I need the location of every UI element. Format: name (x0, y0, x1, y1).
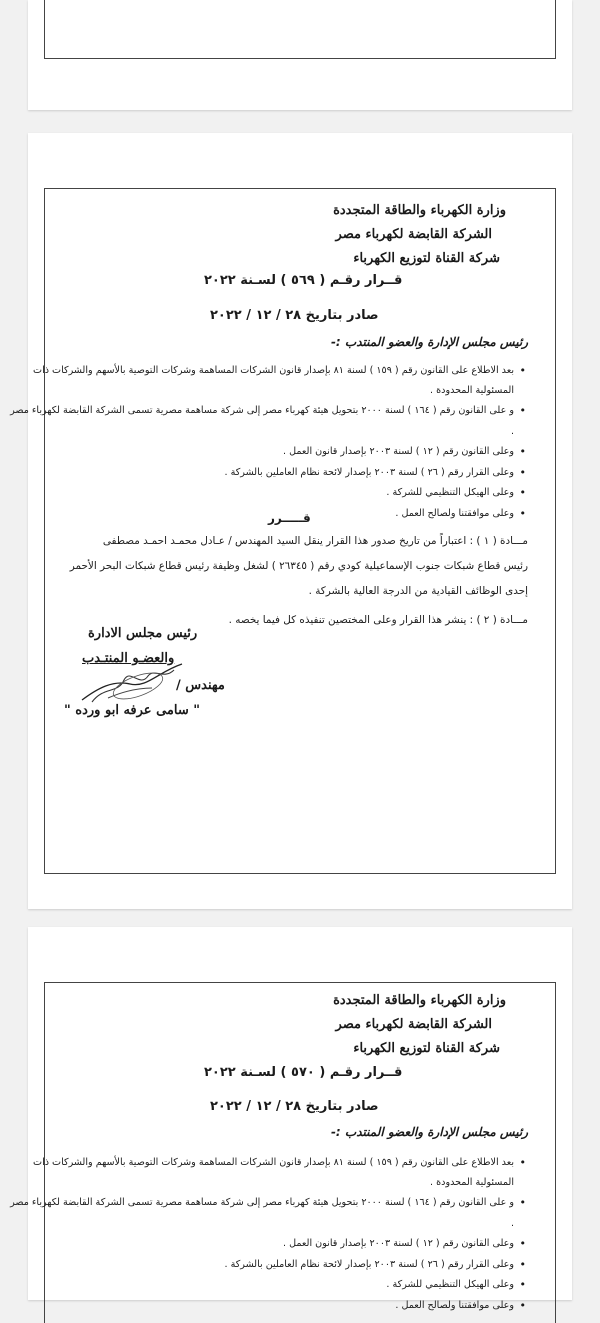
signatory-name: " سامى عرفه ابو ورده " (64, 703, 201, 718)
recital-item: • و على القانون رقم ( ١٦٤ ) لسنة ٢٠٠٠ بتحويل هيئة كهرباء مصر إلى شركة مساهمة مصرية تسمى الشركة القابضة لكهرباء مصر . (8, 401, 528, 442)
signature-title-1: رئيس مجلس الادارة (88, 626, 198, 641)
addressee-line: رئيس مجلس الإدارة والعضو المنتدب :- (330, 335, 528, 349)
article-1-line: رئيس قطاع شبكات جنوب الإسماعيلية كودي رقم ( ٢٦٣٤٥ ) لشغل وظيفة رئيس قطاع شبكات البحر الأحمر (69, 560, 528, 572)
recitals-list (8, 361, 528, 525)
decision-page-570 (10, 927, 572, 1311)
decision-number: قــرار رقـم ( ٥٦٩ ) لسـنة ٢٠٢٢ (204, 273, 403, 288)
decides-heading: قـــــرر (268, 511, 311, 525)
article-1-line: مـــادة ( ١ ) : اعتباراً من تاريخ صدور هذا القرار ينقل السيد المهندس / عـادل محمـد احمـد مصطفى (102, 535, 528, 547)
article-2: مـــادة ( ٢ ) : ينشر هذا القرار وعلى المختصين تنفيذه كل فيما يخصه . (228, 614, 528, 626)
recital-item: • وعلى موافقتنا ولصالح العمل . (8, 504, 528, 525)
recital-item: • وعلى القانون رقم ( ١٢ ) لسنة ٢٠٠٣ بإصدار قانون العمل . (8, 1234, 528, 1255)
recital-item: • بعد الاطلاع على القانون رقم ( ١٥٩ ) لسنة ٨١ بإصدار قانون الشركات المساهمة وشركات التوصية بالأسهم والشركات ذات المسئولية المحدودة . (8, 1153, 528, 1193)
engineer-label: مهندس / (176, 678, 225, 693)
ministry-header: وزارة الكهرباء والطاقة المتجددة (333, 993, 506, 1008)
recitals-list (8, 1153, 528, 1317)
issue-date: صادر بتاريخ ٢٨ / ١٢ / ٢٠٢٢ (210, 1099, 379, 1114)
article-1 (8, 529, 528, 604)
recital-item: • وعلى الهيكل التنظيمي للشركة . (8, 1275, 528, 1296)
addressee-line: رئيس مجلس الإدارة والعضو المنتدب :- (330, 1125, 528, 1139)
handwritten-signature (78, 658, 188, 708)
recital-item: • بعد الاطلاع على القانون رقم ( ١٥٩ ) لسنة ٨١ بإصدار قانون الشركات المساهمة وشركات التوصية بالأسهم والشركات ذات المسئولية المحدودة . (8, 361, 528, 401)
recital-item: • وعلى موافقتنا ولصالح العمل . (8, 1296, 528, 1317)
issue-date: صادر بتاريخ ٢٨ / ١٢ / ٢٠٢٢ (210, 308, 379, 323)
decision-page-569 (10, 133, 572, 909)
previous-page-frame (44, 0, 556, 59)
article-1-line: إحدى الوظائف القيادية من الدرجة العالية بالشركة . (308, 585, 528, 597)
recital-item: • وعلى القرار رقم ( ٢٦ ) لسنة ٢٠٠٣ بإصدار لائحة نظام العاملين بالشركة . (8, 1255, 528, 1276)
recital-item: • و على القانون رقم ( ١٦٤ ) لسنة ٢٠٠٠ بتحويل هيئة كهرباء مصر إلى شركة مساهمة مصرية تسمى الشركة القابضة لكهرباء مصر . (8, 1193, 528, 1234)
decision-number: قــرار رقـم ( ٥٧٠ ) لسـنة ٢٠٢٢ (204, 1065, 403, 1080)
distribution-company-header: شركة القناة لتوزيع الكهرباء (353, 251, 500, 266)
holding-company-header: الشركة القابضة لكهرباء مصر (335, 227, 492, 242)
recital-item: • وعلى الهيكل التنظيمي للشركة . (8, 483, 528, 504)
recital-item: • وعلى القانون رقم ( ١٢ ) لسنة ٢٠٠٣ بإصدار قانون العمل . (8, 442, 528, 463)
ministry-header: وزارة الكهرباء والطاقة المتجددة (333, 203, 506, 218)
previous-page (28, 0, 572, 110)
distribution-company-header: شركة القناة لتوزيع الكهرباء (353, 1041, 500, 1056)
holding-company-header: الشركة القابضة لكهرباء مصر (335, 1017, 492, 1032)
signature-title-2: والعضـو المنتـدب (82, 651, 175, 666)
recital-item: • وعلى القرار رقم ( ٢٦ ) لسنة ٢٠٠٣ بإصدار لائحة نظام العاملين بالشركة . (8, 463, 528, 484)
